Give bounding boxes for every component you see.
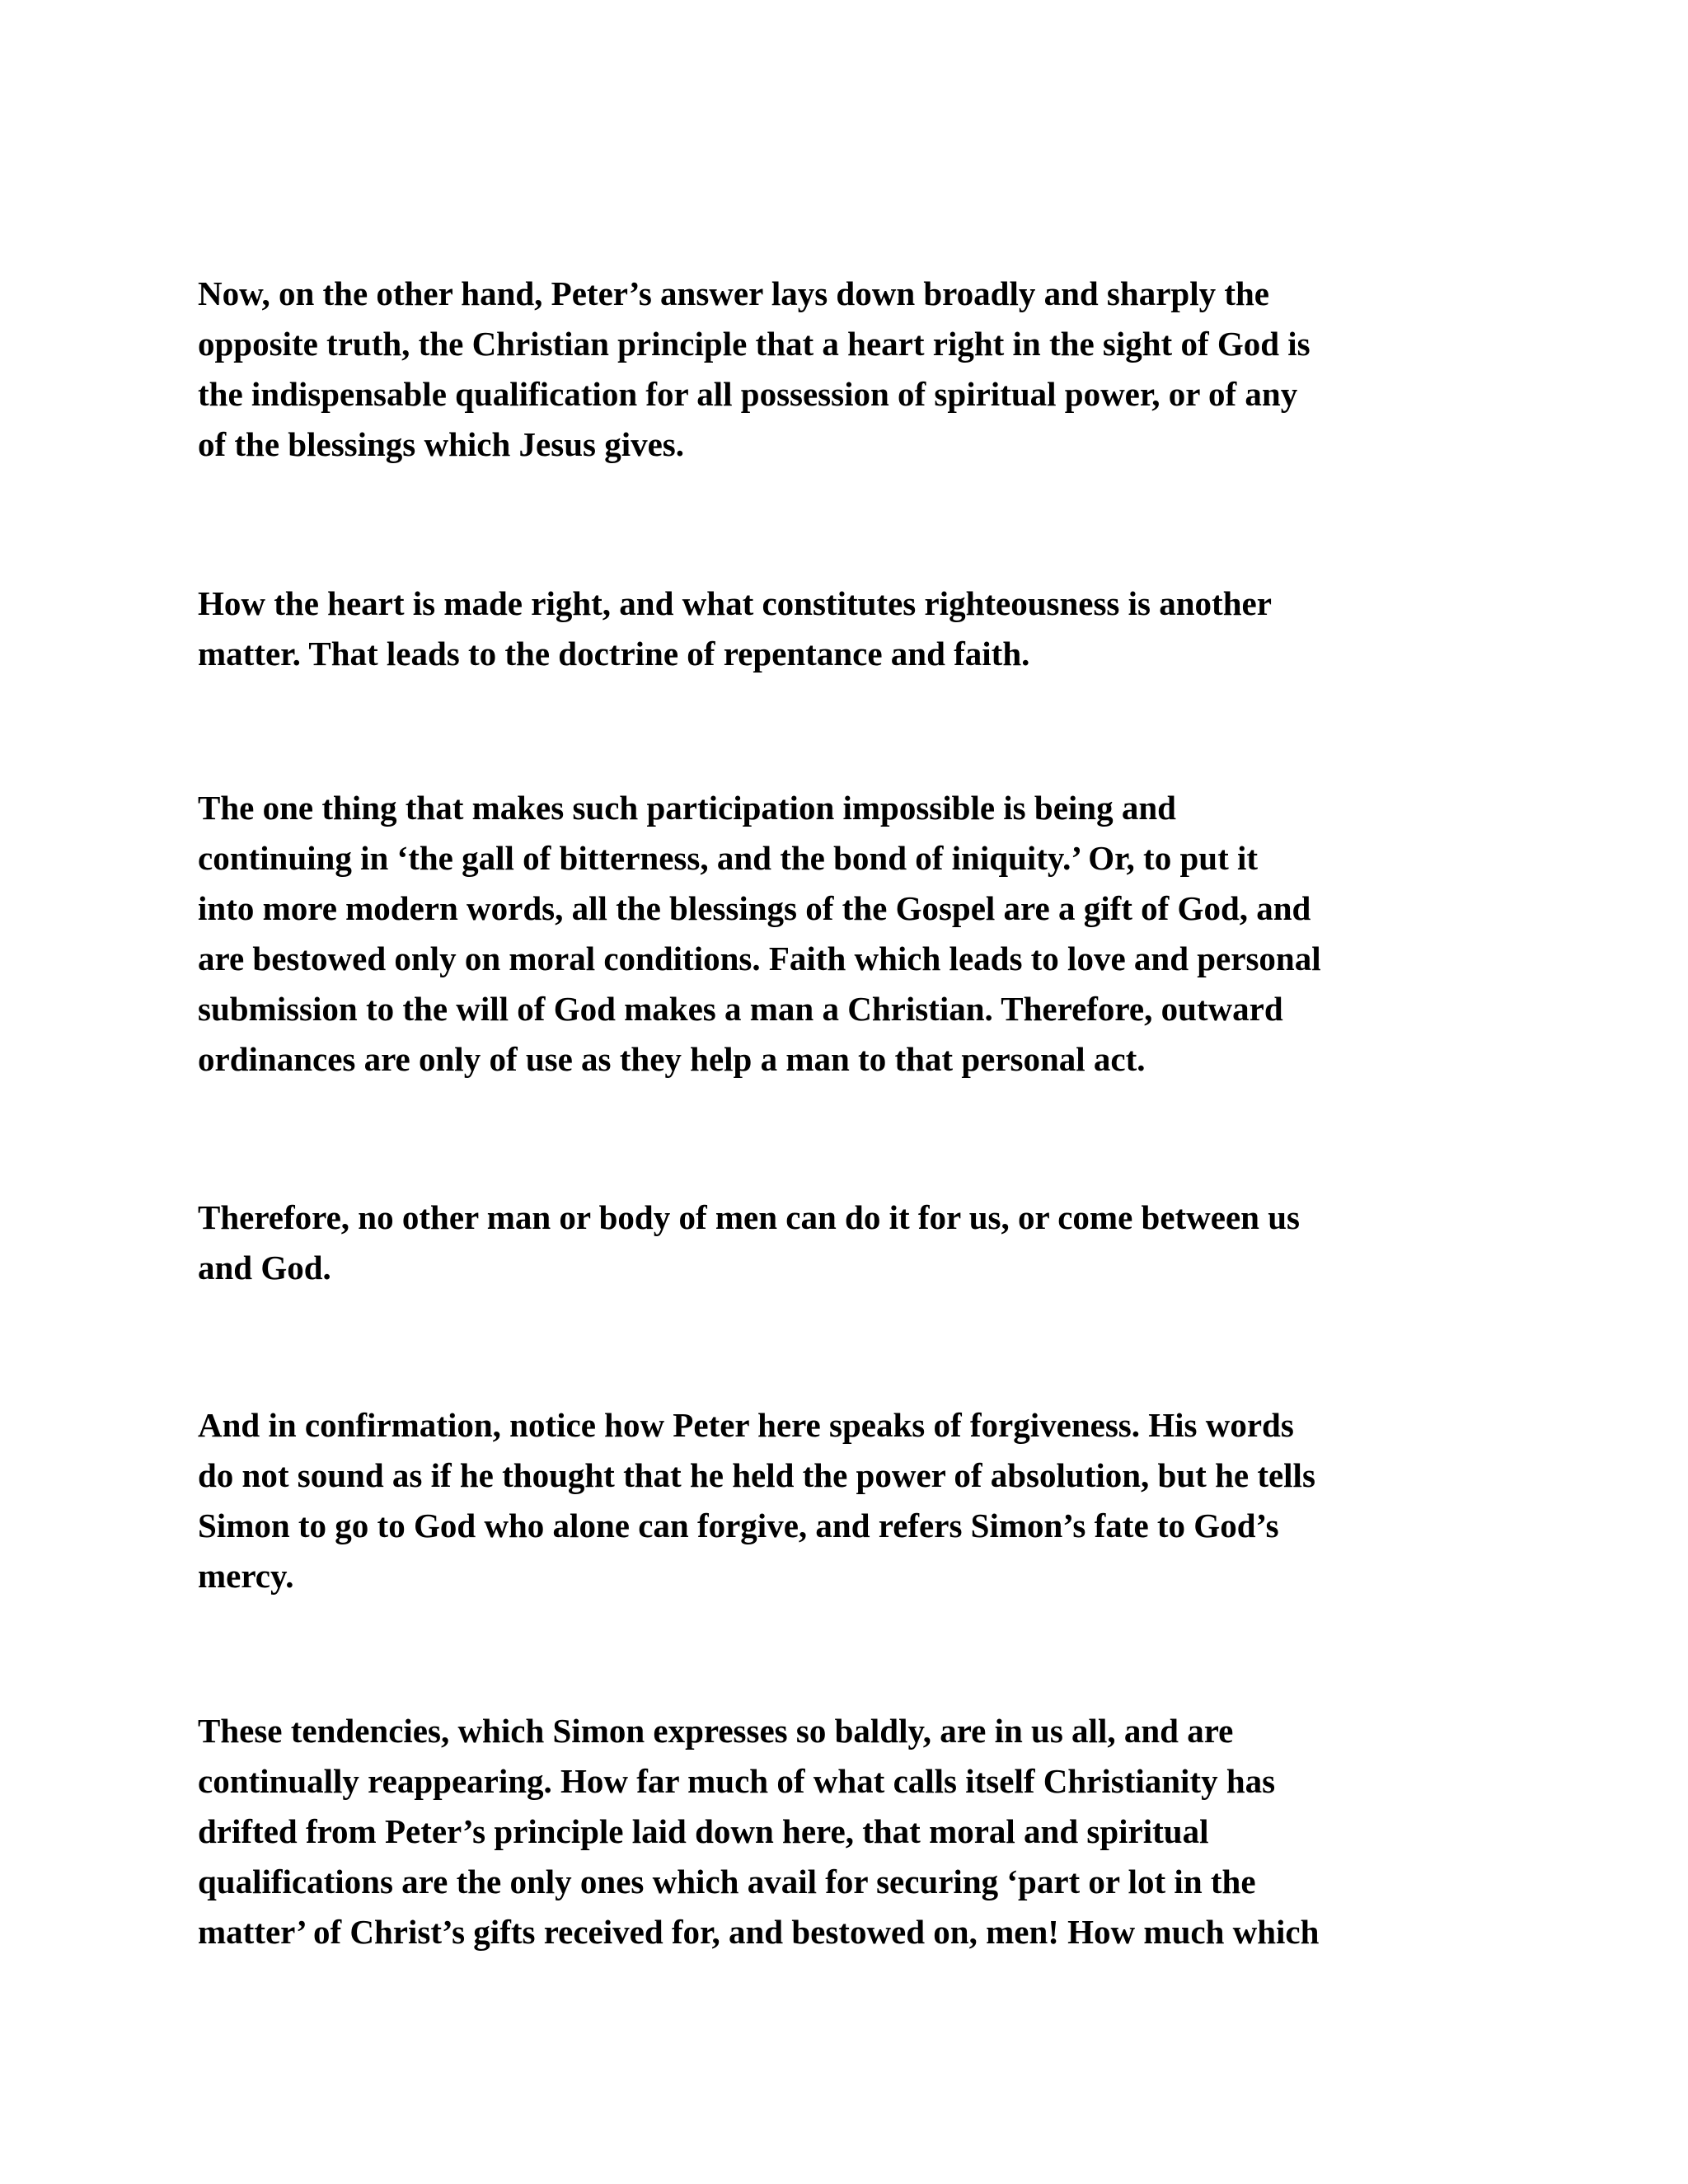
text-line: How the heart is made right, and what constitutes righteousness is another — [198, 584, 1272, 622]
text-line: of the blessings which Jesus gives. — [198, 425, 685, 463]
text-line: matter. That leads to the doctrine of repentance and faith. — [198, 635, 1030, 673]
text-line: continually reappearing. How far much of what calls itself Christianity has — [198, 1762, 1276, 1800]
text-line: into more modern words, all the blessings of the Gospel are a gift of God, and — [198, 889, 1311, 927]
text-line: opposite truth, the Christian principle that a heart right in the sight of God is — [198, 325, 1311, 363]
text-line: Simon to go to God who alone can forgive, and refers Simon’s fate to God’s — [198, 1507, 1279, 1544]
paragraph-4 — [198, 1193, 1500, 1293]
paragraph-1 — [198, 269, 1500, 470]
text-line: Therefore, no other man or body of men can do it for us, or come between us — [198, 1198, 1300, 1236]
text-line: matter’ of Christ’s gifts received for, and bestowed on, men! How much which — [198, 1913, 1320, 1951]
paragraph-2 — [198, 579, 1500, 679]
text-line: Now, on the other hand, Peter’s answer lays down broadly and sharply the — [198, 274, 1269, 312]
text-line: These tendencies, which Simon expresses so baldly, are in us all, and are — [198, 1712, 1234, 1750]
text-line: qualifications are the only ones which avail for securing ‘part or lot in the — [198, 1863, 1256, 1900]
text-line: submission to the will of God makes a man a Christian. Therefore, outward — [198, 990, 1283, 1028]
text-line: drifted from Peter’s principle laid down here, that moral and spiritual — [198, 1812, 1209, 1850]
paragraph-5 — [198, 1400, 1500, 1601]
text-line: are bestowed only on moral conditions. Faith which leads to love and personal — [198, 940, 1321, 977]
paragraph-3 — [198, 783, 1500, 1085]
text-line: And in confirmation, notice how Peter here speaks of forgiveness. His words — [198, 1406, 1294, 1444]
text-line: the indispensable qualification for all possession of spiritual power, or of any — [198, 375, 1298, 413]
text-line: mercy. — [198, 1557, 294, 1595]
text-line: and God. — [198, 1249, 331, 1286]
text-line: ordinances are only of use as they help a man to that personal act. — [198, 1040, 1146, 1078]
text-line: The one thing that makes such participation impossible is being and — [198, 789, 1176, 827]
paragraph-6 — [198, 1706, 1500, 1957]
text-line: continuing in ‘the gall of bitterness, and the bond of iniquity.’ Or, to put it — [198, 839, 1259, 877]
text-line: do not sound as if he thought that he held the power of absolution, but he tells — [198, 1456, 1315, 1494]
